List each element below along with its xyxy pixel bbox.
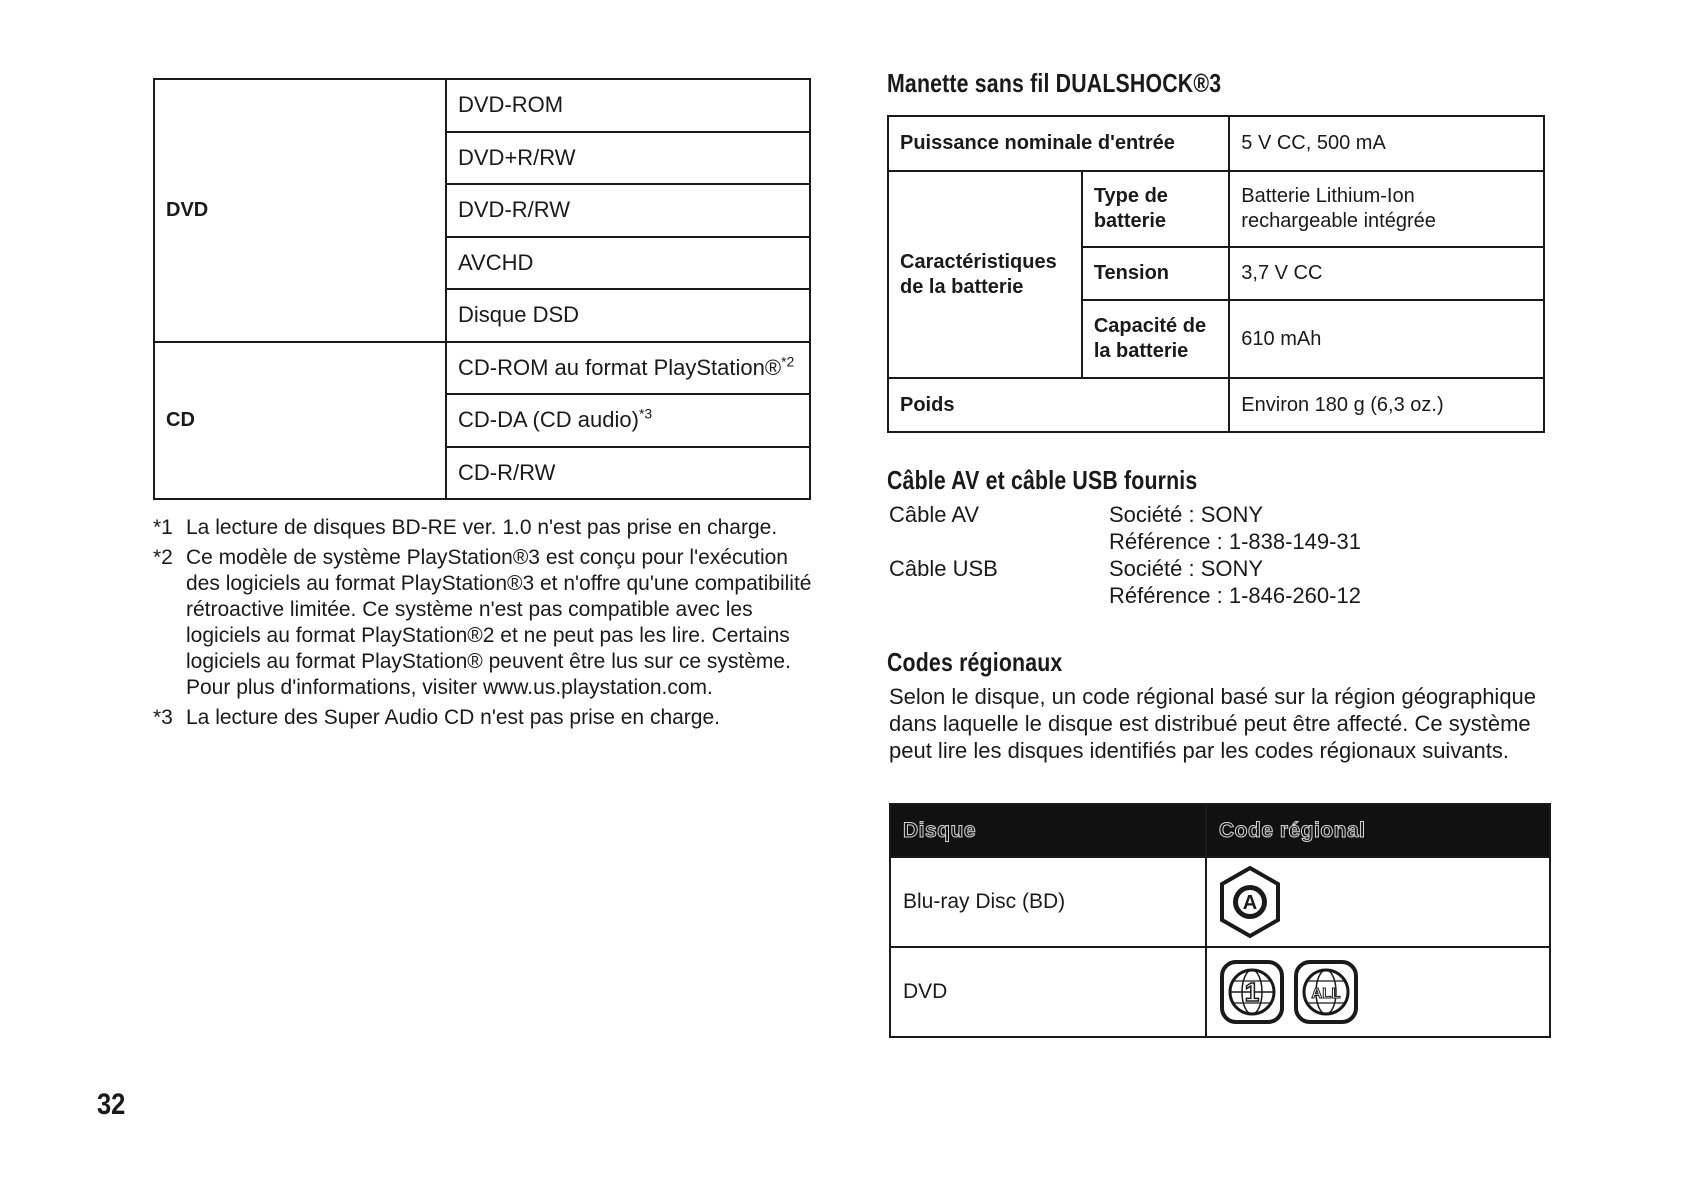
cable-reference: Référence : 1-838-149-31: [1109, 529, 1361, 554]
bd-region-letter: A: [1242, 892, 1258, 914]
media-item: DVD-R/RW: [446, 184, 810, 237]
dvd-region-number: 1: [1244, 977, 1260, 1007]
region-code-cell: [1206, 947, 1550, 1037]
dvd-category: DVD: [154, 79, 446, 342]
table-row: [888, 116, 1544, 171]
cable-company: Société : SONY: [1109, 556, 1264, 581]
list-item: [889, 555, 1549, 609]
weight-value: Environ 180 g (6,3 oz.): [1229, 378, 1544, 432]
voltage-label: Tension: [1082, 247, 1229, 300]
footnote-mark: *1: [153, 516, 173, 539]
media-item: AVCHD: [446, 237, 810, 290]
footnote-text: Ce modèle de système PlayStation®3 est conçu pour l'exécution des logiciels au format PlayStation®3 et n'offre qu'une compatibilité rétroactive limitée. Ce système n'est pas compatible avec les logiciels au format PlayStation®2 et ne peut pas les lire. Certains logiciels au format PlayStation® peuvent être lus sur ce système. Pour plus d'informations, visiter www.us.playstation.com.: [186, 546, 812, 699]
capacity-value: 610 mAh: [1229, 300, 1544, 378]
cable-name: Câble USB: [889, 556, 998, 581]
input-label: Puissance nominale d'entrée: [888, 116, 1229, 171]
footnote: [153, 705, 813, 731]
battery-type-value: Batterie Lithium-Ion rechargeable intégrée: [1229, 171, 1544, 247]
dvd-region-1-icon: [1219, 959, 1285, 1025]
media-item-text: CD-DA (CD audio): [458, 407, 639, 433]
table-header-row: [890, 804, 1550, 857]
footnote-mark: *2: [153, 546, 173, 569]
dvd-region-all-text: ALL: [1311, 985, 1341, 1002]
footnote-text: La lecture de disques BD-RE ver. 1.0 n'est pas prise en charge.: [186, 516, 778, 539]
weight-label: Poids: [888, 378, 1229, 432]
cd-category: CD: [154, 342, 446, 500]
table-row: [154, 342, 810, 395]
col-disc-label: Disque: [903, 818, 977, 842]
footnote-text: La lecture des Super Audio CD n'est pas prise en charge.: [186, 706, 720, 729]
media-item-text: CD-ROM au format PlayStation®: [458, 354, 782, 380]
table-row: [154, 79, 810, 132]
regional-codes-table: [889, 803, 1551, 1038]
battery-type-label: Type de batterie: [1082, 171, 1229, 247]
table-row: [888, 171, 1544, 247]
media-item: DVD+R/RW: [446, 132, 810, 185]
footnote-ref: *2: [781, 353, 795, 370]
bd-region-a-icon: [1219, 866, 1281, 938]
media-item: DVD-ROM: [446, 79, 810, 132]
media-compatibility-table: [153, 78, 811, 500]
footnote: [153, 515, 813, 541]
cable-name: Câble AV: [889, 502, 980, 527]
cable-company: Société : SONY: [1109, 502, 1264, 527]
footnote-ref: *3: [638, 405, 653, 422]
list-item: [889, 501, 1549, 555]
dvd-region-all-icon: [1293, 959, 1359, 1025]
cables-list: [889, 501, 1549, 609]
battery-label: Caractéristiques de la batterie: [888, 171, 1082, 378]
col-code-header: [1206, 804, 1550, 857]
footnotes: [153, 515, 813, 735]
dualshock-heading: Manette sans fil DUALSHOCK®3: [887, 68, 1222, 98]
region-code-cell: [1206, 857, 1550, 947]
media-item-text: CD-R/RW: [458, 459, 556, 485]
disc-name: Blu-ray Disc (BD): [890, 857, 1206, 947]
voltage-value: 3,7 V CC: [1229, 247, 1544, 300]
col-code-label: Code régional: [1219, 818, 1366, 842]
page-number: 32: [97, 1088, 126, 1121]
cable-info: [1109, 501, 1361, 555]
footnote-mark: *3: [153, 706, 173, 729]
media-item: [446, 447, 810, 500]
regional-description: Selon le disque, un code régional basé sur la région géographique dans laquelle le disque est distribué peut être affecté. Ce système peut lire les disques identifiés par les codes régionaux suivants.: [889, 684, 1537, 763]
media-item: Disque DSD: [446, 289, 810, 342]
footnote: [153, 545, 813, 701]
table-row: [890, 947, 1550, 1037]
cables-heading: Câble AV et câble USB fournis: [887, 465, 1198, 495]
disc-name: DVD: [890, 947, 1206, 1037]
regional-heading: Codes régionaux: [887, 647, 1063, 677]
media-item: [446, 394, 810, 447]
cable-reference: Référence : 1-846-260-12: [1109, 583, 1361, 608]
table-row: [890, 857, 1550, 947]
table-row: [888, 378, 1544, 432]
capacity-label: Capacité de la batterie: [1082, 300, 1229, 378]
media-item: [446, 342, 810, 395]
dualshock-specs-table: [887, 115, 1545, 433]
cable-info: [1109, 555, 1361, 609]
col-disc-header: [890, 804, 1206, 857]
input-value: 5 V CC, 500 mA: [1229, 116, 1544, 171]
